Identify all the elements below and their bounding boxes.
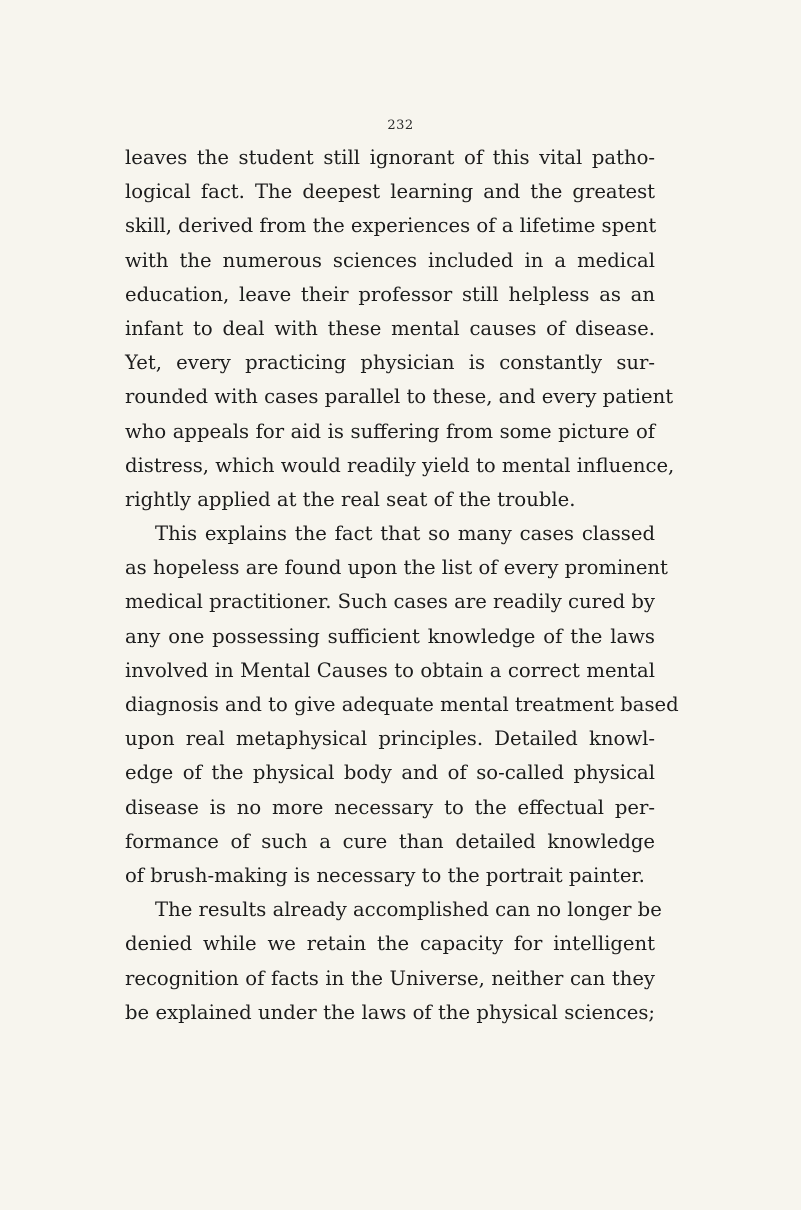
text-line: with the numerous sciences included in a medical — [125, 248, 655, 272]
text-line: infant to deal with these mental causes of disease. — [125, 316, 655, 340]
text-line: logical fact. The deepest learning and the greatest — [125, 180, 655, 204]
text-line: Yet, every practicing physician is constantly sur- — [125, 351, 655, 375]
text-line: recognition of facts in the Universe, neither can they — [125, 966, 655, 990]
body-text — [125, 141, 679, 1030]
text-line: rightly applied at the real seat of the trouble. — [125, 487, 576, 511]
text-line: skill, derived from the experiences of a lifetime spent — [125, 214, 657, 238]
text-line: This explains the fact that so many cases classed — [155, 522, 655, 546]
text-line: leaves the student still ignorant of this vital patho- — [125, 146, 655, 169]
text-line: diagnosis and to give adequate mental treatment based — [125, 693, 679, 716]
text-line: edge of the physical body and of so-called physical — [125, 761, 655, 785]
text-line: as hopeless are found upon the list of every prominent — [125, 556, 668, 580]
text-line: distress, which would readily yield to mental influence, — [125, 453, 675, 477]
text-line: The results already accomplished can no longer be — [155, 898, 662, 922]
text-line: be explained under the laws of the physical sciences; — [125, 1000, 655, 1024]
text-line: rounded with cases parallel to these, and every patient — [125, 385, 674, 409]
page-number: 232 — [387, 118, 414, 133]
text-line: any one possessing sufficient knowledge of the laws — [125, 624, 655, 648]
text-line: upon real metaphysical principles. Detailed knowl- — [125, 727, 655, 751]
text-line: education, leave their professor still helpless as an — [125, 282, 655, 306]
text-line: medical practitioner. Such cases are readily cured by — [125, 590, 655, 614]
text-line: who appeals for aid is suffering from some picture of — [125, 419, 655, 443]
text-line: of brush-making is necessary to the portrait painter. — [125, 863, 645, 887]
text-line: formance of such a cure than detailed knowledge — [125, 829, 655, 853]
text-line: disease is no more necessary to the effectual per- — [125, 795, 655, 819]
text-line: involved in Mental Causes to obtain a correct mental — [125, 658, 655, 682]
text-line: denied while we retain the capacity for intelligent — [125, 932, 655, 956]
